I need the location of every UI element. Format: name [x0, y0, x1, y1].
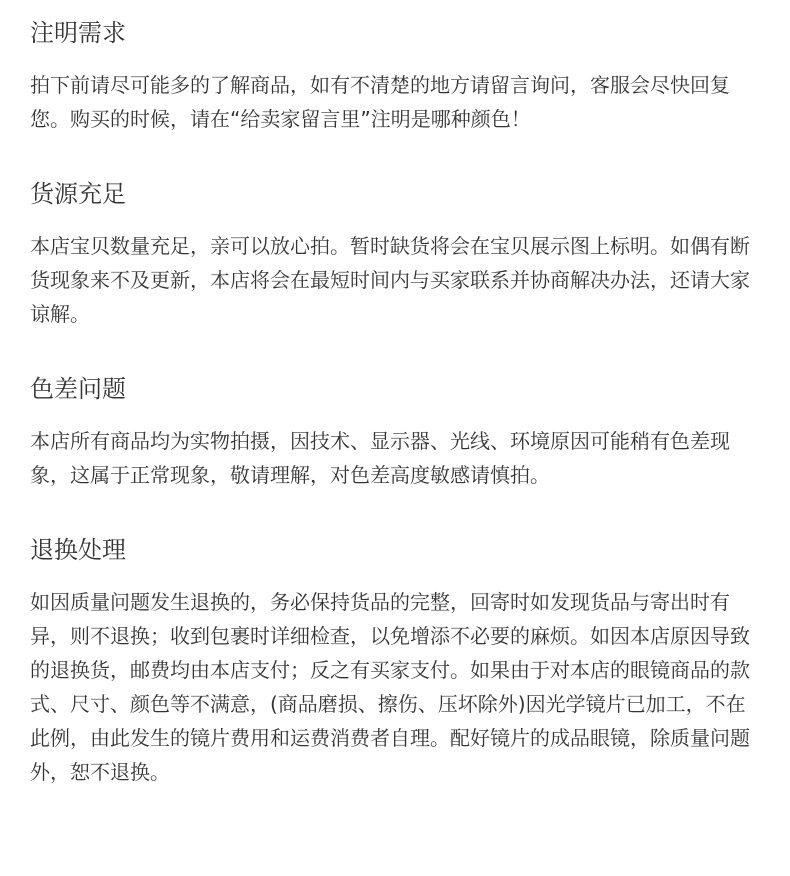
section-color-difference — [30, 372, 765, 492]
section-title: 退换处理 — [30, 536, 126, 564]
section-returns — [30, 533, 765, 789]
section-body: 本店所有商品均为实物拍摄，因技术、显示器、光线、环境原因可能稍有色差现象，这属于正常现象，敬请理解，对色差高度敏感请慎拍。 — [30, 429, 730, 487]
section-body: 拍下前请尽可能多的了解商品，如有不清楚的地方请留言询问，客服会尽快回复您。购买的时候，请在“给卖家留言里”注明是哪种颜色！ — [30, 73, 730, 131]
section-body: 本店宝贝数量充足，亲可以放心拍。暂时缺货将会在宝贝展示图上标明。如偶有断货现象来不及更新，本店将会在最短时间内与买家联系并协商解决办法，还请大家谅解。 — [30, 234, 750, 326]
section-order-notes — [30, 16, 765, 136]
section-title: 色差问题 — [30, 375, 126, 403]
section-stock — [30, 177, 765, 331]
section-body: 如因质量问题发生退换的，务必保持货品的完整，回寄时如发现货品与寄出时有异，则不退换；收到包裹时详细检查，以免增添不必要的麻烦。如因本店原因导致的退换货，邮费均由本店支付；反之有买家支付。如果由于对本店的眼镜商品的款式、尺寸、颜色等不满意，(商品磨损、擦伤、压坏除外)因光学镜片已加工，不在此例，由此发生的镜片费用和运费消费者自理。配好镜片的成品眼镜，除质量问题外，恕不退换。 — [30, 590, 750, 784]
section-title: 货源充足 — [30, 180, 126, 208]
section-title: 注明需求 — [30, 19, 126, 47]
